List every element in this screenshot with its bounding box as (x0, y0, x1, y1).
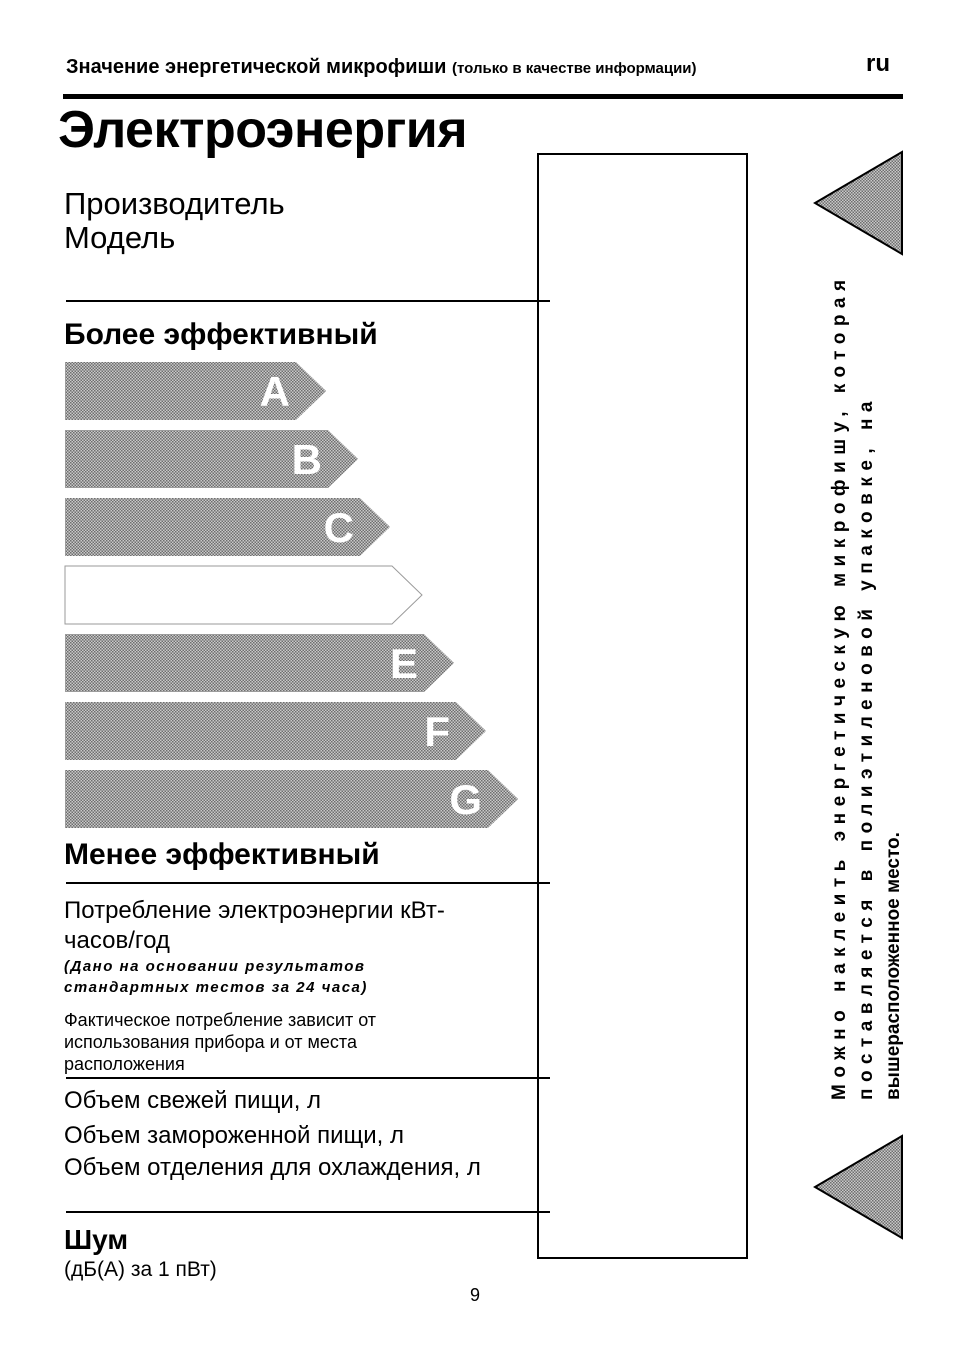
energy-class-e (65, 634, 454, 692)
divider-2 (66, 882, 550, 884)
language-code: ru (866, 50, 890, 77)
energy-class-letter: A (259, 368, 290, 415)
bottom-triangle-icon (812, 1134, 904, 1240)
consumption-label-line1: Потребление электроэнергии кВт- (64, 897, 445, 924)
side-note (826, 270, 904, 1100)
divider-1 (66, 300, 550, 302)
energy-class-letter: E (389, 640, 418, 687)
top-triangle-icon (812, 150, 904, 256)
energy-class-a (65, 362, 326, 420)
fresh-volume-label: Объем свежей пищи, л (64, 1087, 322, 1114)
more-efficient-heading: Более эффективный (64, 318, 378, 351)
less-efficient-heading: Менее эффективный (64, 838, 380, 871)
model-label: Модель (64, 220, 176, 255)
manufacturer-label: Производитель (64, 186, 285, 221)
frozen-volume-label: Объем замороженной пищи, л (64, 1122, 404, 1149)
energy-class-f (65, 702, 486, 760)
basis-note-line1: (Дано на основании результатов (64, 958, 366, 975)
energy-class-g (65, 770, 518, 828)
energy-class-b (65, 430, 358, 488)
side-note-line3: вышерасположенное место. (883, 832, 904, 1100)
header-rule (63, 94, 903, 99)
page-title: Электроэнергия (58, 101, 468, 159)
actual-note-line3: расположения (64, 1054, 185, 1074)
energy-class-blank (65, 566, 422, 624)
energy-class-scale (64, 360, 534, 832)
page-number: 9 (470, 1285, 481, 1305)
actual-note-line1: Фактическое потребление зависит от (64, 1010, 377, 1030)
actual-note-line2: использования прибора и от места (64, 1032, 357, 1052)
divider-3 (66, 1077, 550, 1079)
header-title-text: Значение энергетической микрофиши (66, 56, 447, 78)
chill-volume-label: Объем отделения для охлаждения, л (64, 1154, 481, 1181)
energy-class-letter: C (323, 504, 354, 551)
basis-note-line2: стандартных тестов за 24 часа) (64, 979, 368, 996)
energy-class-letter: B (291, 436, 322, 483)
energy-class-c (65, 498, 390, 556)
noise-unit: (дБ(A) за 1 пВт) (64, 1258, 217, 1281)
side-note-line2: поставляется в полиэтиленовой упаковке, на (856, 395, 877, 1100)
header-title (66, 56, 697, 79)
energy-class-letter: G (449, 776, 482, 823)
value-box (537, 153, 748, 1259)
divider-4 (66, 1211, 550, 1213)
consumption-label-line2: часов/год (64, 927, 170, 954)
header-note: (только в качестве информации) (452, 60, 697, 77)
energy-class-letter: F (424, 708, 450, 755)
noise-heading: Шум (64, 1224, 129, 1255)
side-note-line1: Можно наклеить энергетическую микрофишу, которая (829, 273, 850, 1100)
